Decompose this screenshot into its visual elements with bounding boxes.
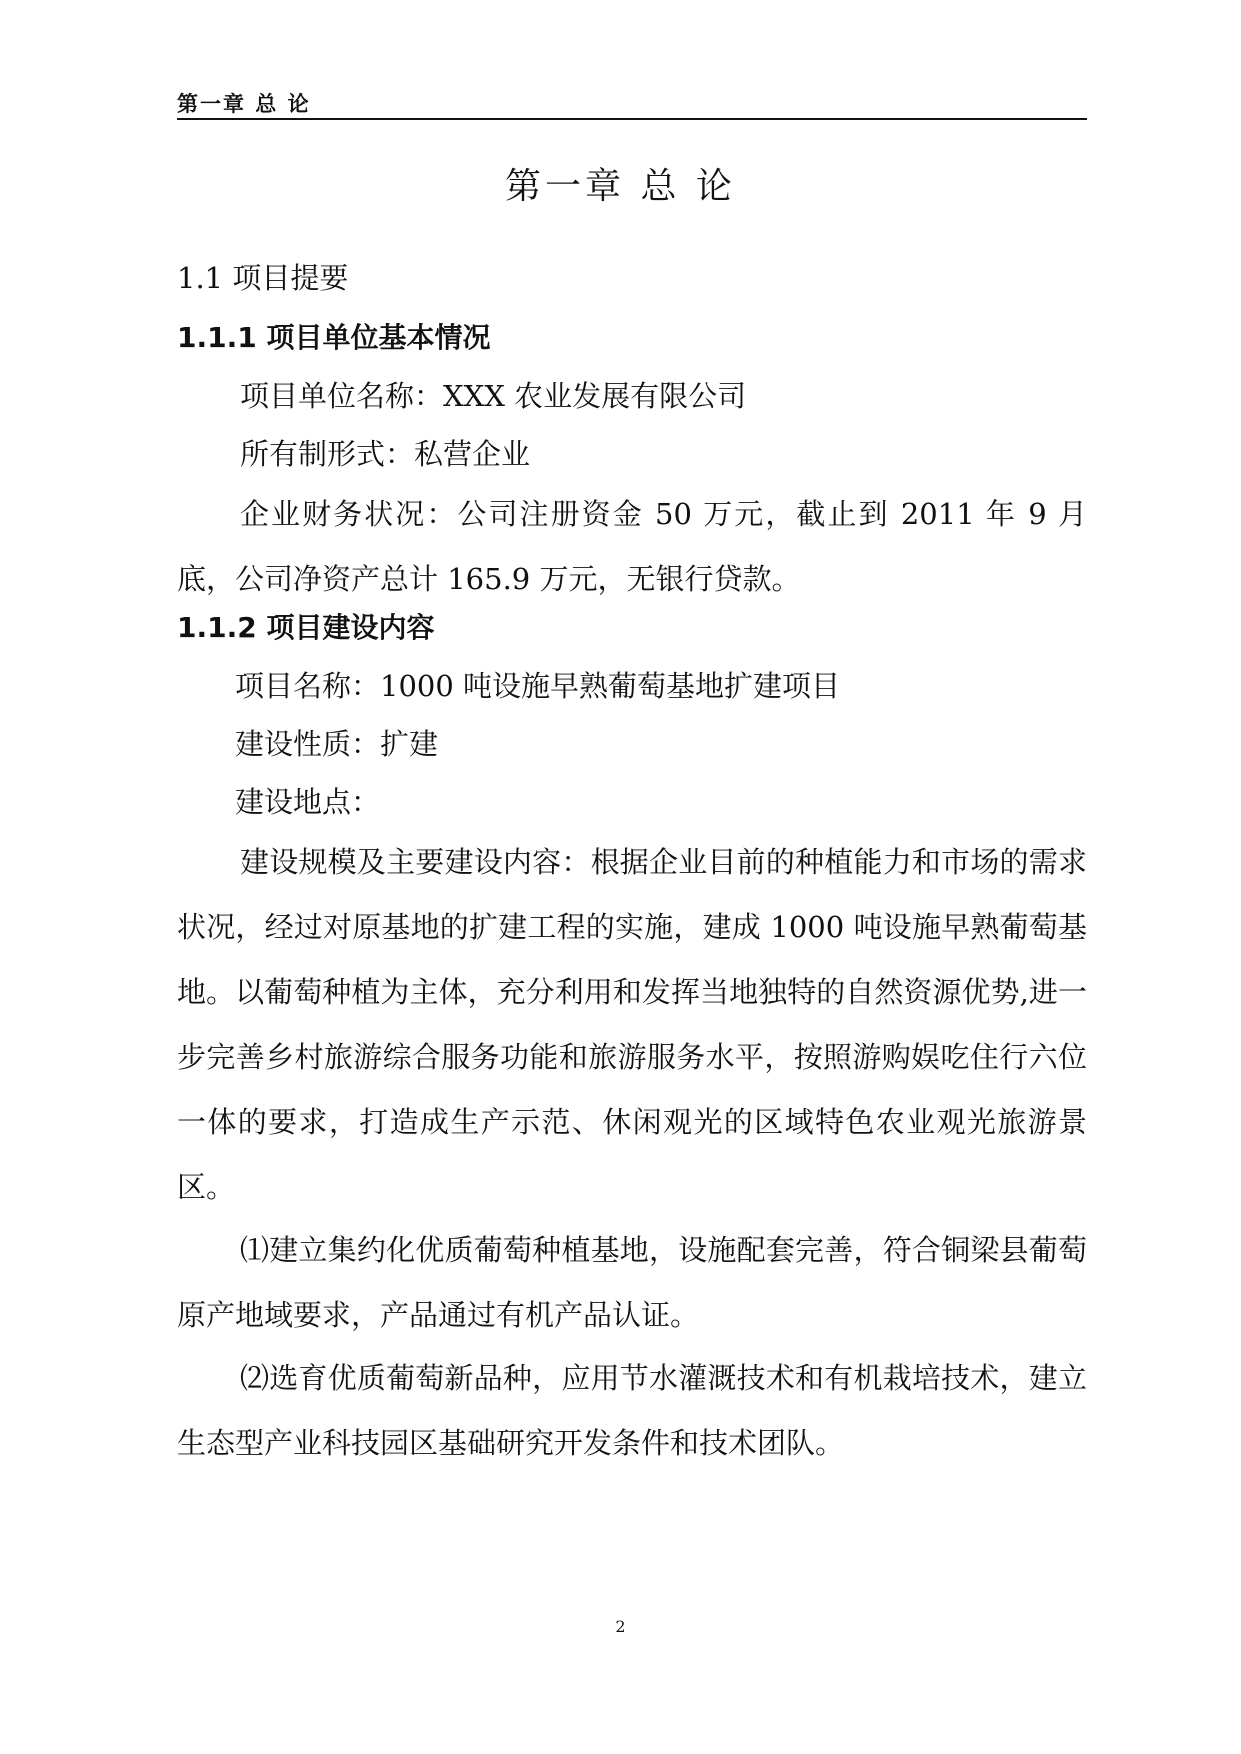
construction-nature: 建设性质：扩建 [235, 727, 439, 761]
ownership: 所有制形式：私营企业 [240, 437, 531, 471]
running-header [177, 86, 1087, 120]
section-1-1: 1.1 项目提要 [177, 261, 349, 295]
project-name: 项目名称：1000 吨设施早熟葡萄基地扩建项目 [235, 669, 841, 703]
section-1-1-1: 1.1.1 项目单位基本情况 [177, 321, 491, 354]
header-text: 第一章 总 论 [177, 92, 311, 116]
section-1-1-2: 1.1.2 项目建设内容 [177, 611, 435, 644]
item-2-paragraph: ⑵选育优质葡萄新品种，应用节水灌溉技术和有机栽培技术，建立生态型产业科技园区基础研究开发条件和技术团队。 [177, 1361, 1087, 1460]
unit-name: 项目单位名称：XXX 农业发展有限公司 [240, 379, 747, 413]
item-1-paragraph: ⑴建立集约化优质葡萄种植基地，设施配套完善，符合铜梁县葡萄原产地域要求，产品通过有机产品认证。 [177, 1233, 1087, 1332]
page-number: 2 [615, 1617, 626, 1636]
construction-location: 建设地点： [235, 785, 381, 819]
chapter-title: 第一章 总 论 [505, 166, 736, 207]
finance-paragraph: 企业财务状况：公司注册资金 50 万元，截止到 2011 年 9 月底，公司净资产总计 165.9 万元，无银行贷款。 [177, 497, 1087, 596]
scale-paragraph: 建设规模及主要建设内容：根据企业目前的种植能力和市场的需求状况，经过对原基地的扩建工程的实施，建成 1000 吨设施早熟葡萄基地。以葡萄种植为主体，充分利用和发挥当地独特的自然资源优势,进一步完善乡村旅游综合服务功能和旅游服务水平，按照游购娱吃住行六位一体的要求，打造成生产示范、休闲观光的区域特色农业观光旅游景区。 [177, 845, 1087, 1204]
